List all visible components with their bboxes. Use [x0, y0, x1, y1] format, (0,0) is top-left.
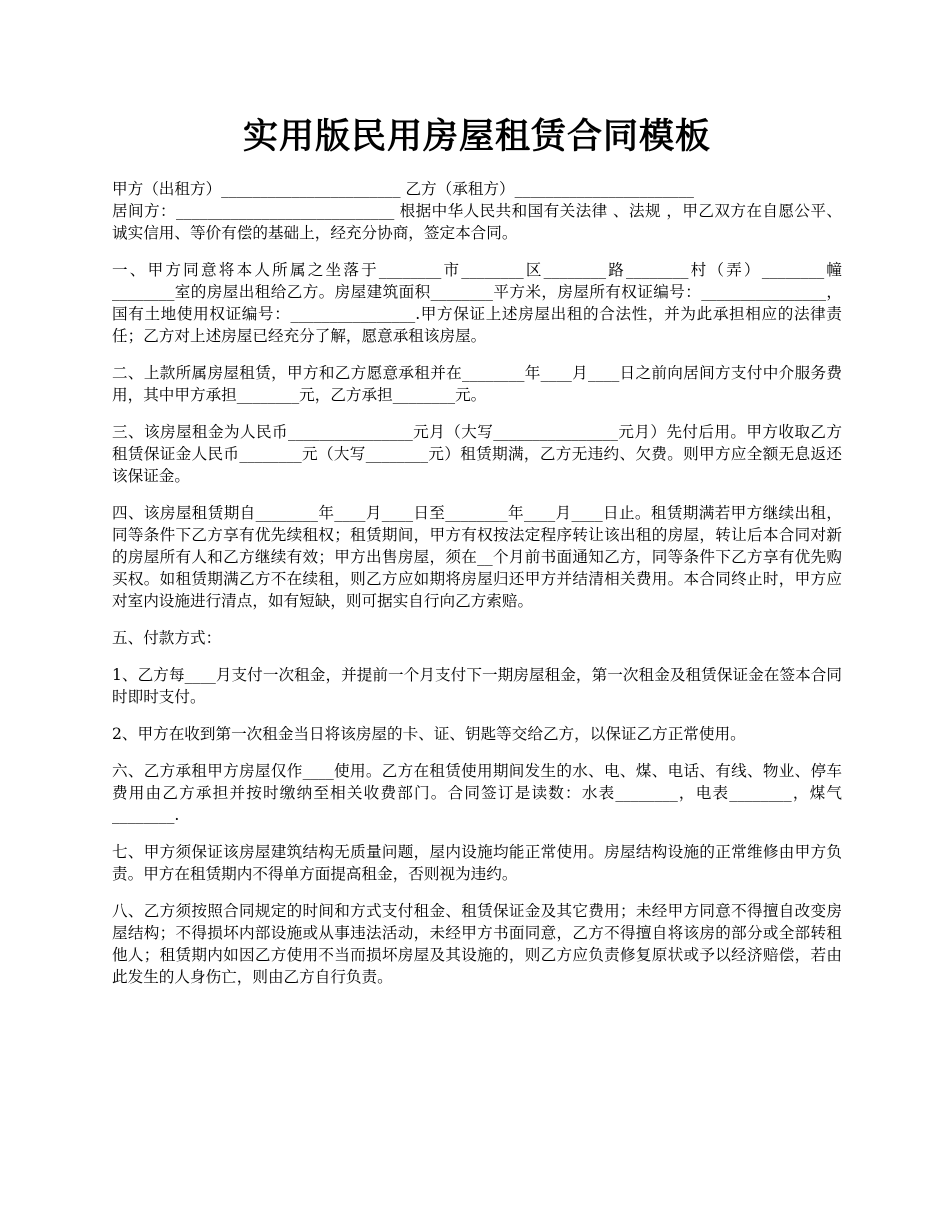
- clause-3: 三、该房屋租金为人民币________________元月（大写________________元月）先付后用。甲方收取乙方租赁保证金人民币________元（大写________元）租赁期满，乙方无违约、欠费。则甲方应全额无息返还该保证金。: [112, 423, 842, 485]
- clause-6: 六、乙方承租甲方房屋仅作____使用。乙方在租赁使用期间发生的水、电、煤、电话、有线、物业、停车费用由乙方承担并按时缴纳至相关收费部门。合同签订是读数：水表________，电表________，煤气________.: [112, 762, 842, 824]
- clause-5-heading: 五、付款方式：: [112, 629, 222, 647]
- contract-body: [112, 178, 842, 1003]
- clause-1: 一、甲方同意将本人所属之坐落于________市________区________路________村（弄）________幢________室的房屋出租给乙方。房屋建筑面积________平方米，房屋所有权证编号：________________，国有土地使用权证编号：________________.甲方保证上述房屋出租的合法性，并为此承担相应的法律责任；乙方对上述房屋已经充分了解，愿意承租该房屋。: [112, 261, 842, 345]
- clause-4: 四、该房屋租赁期自________年____月____日至________年____月____日止。租赁期满若甲方继续出租，同等条件下乙方享有优先续租权；租赁期间，甲方有权按法定程序转让该出租的房屋，转让后本合同对新的房屋所有人和乙方继续有效；甲方出售房屋，须在__个月前书面通知乙方，同等条件下乙方享有优先购买权。如租赁期满乙方不在续租，则乙方应如期将房屋归还甲方并结清相关费用。本合同终止时，甲方应对室内设施进行清点，如有短缺，则可据实自行向乙方索赔。: [112, 504, 842, 610]
- clause-5-item-1: 1、乙方每____月支付一次租金，并提前一个月支付下一期房屋租金，第一次租金及租赁保证金在签本合同时即时支付。: [112, 666, 842, 706]
- parties-line-2: 居间方：____________________________ 根据中华人民共和国有关法律 、法规 ，甲乙双方在自愿公平、诚实信用、等价有偿的基础上，经充分协商，签定本合同。: [112, 202, 842, 242]
- clause-5-item-2: 2、甲方在收到第一次租金当日将该房屋的卡、证、钥匙等交给乙方，以保证乙方正常使用。: [112, 725, 746, 743]
- clause-8: 八、乙方须按照合同规定的时间和方式支付租金、租赁保证金及其它费用；未经甲方同意不得擅自改变房屋结构；不得损坏内部设施或从事违法活动，未经甲方书面同意，乙方不得擅自将该房的部分或全部转租他人；租赁期内如因乙方使用不当而损坏房屋及其设施的，则乙方应负责修复原状或予以经济赔偿，若由此发生的人身伤亡，则由乙方自行负责。: [112, 902, 842, 986]
- parties-line-1: 甲方（出租方）_______________________ 乙方（承租方）_______________________: [112, 180, 694, 198]
- clause-2: 二、上款所属房屋租赁，甲方和乙方愿意承租并在________年____月____日之前向居间方支付中介服务费用，其中甲方承担________元，乙方承担________元。: [112, 364, 842, 404]
- clause-7: 七、甲方须保证该房屋建筑结构无质量问题，屋内设施均能正常使用。房屋结构设施的正常维修由甲方负责。甲方在租赁期内不得单方面提高租金，否则视为违约。: [112, 843, 842, 883]
- page-title: 实用版民用房屋租赁合同模板: [242, 116, 711, 157]
